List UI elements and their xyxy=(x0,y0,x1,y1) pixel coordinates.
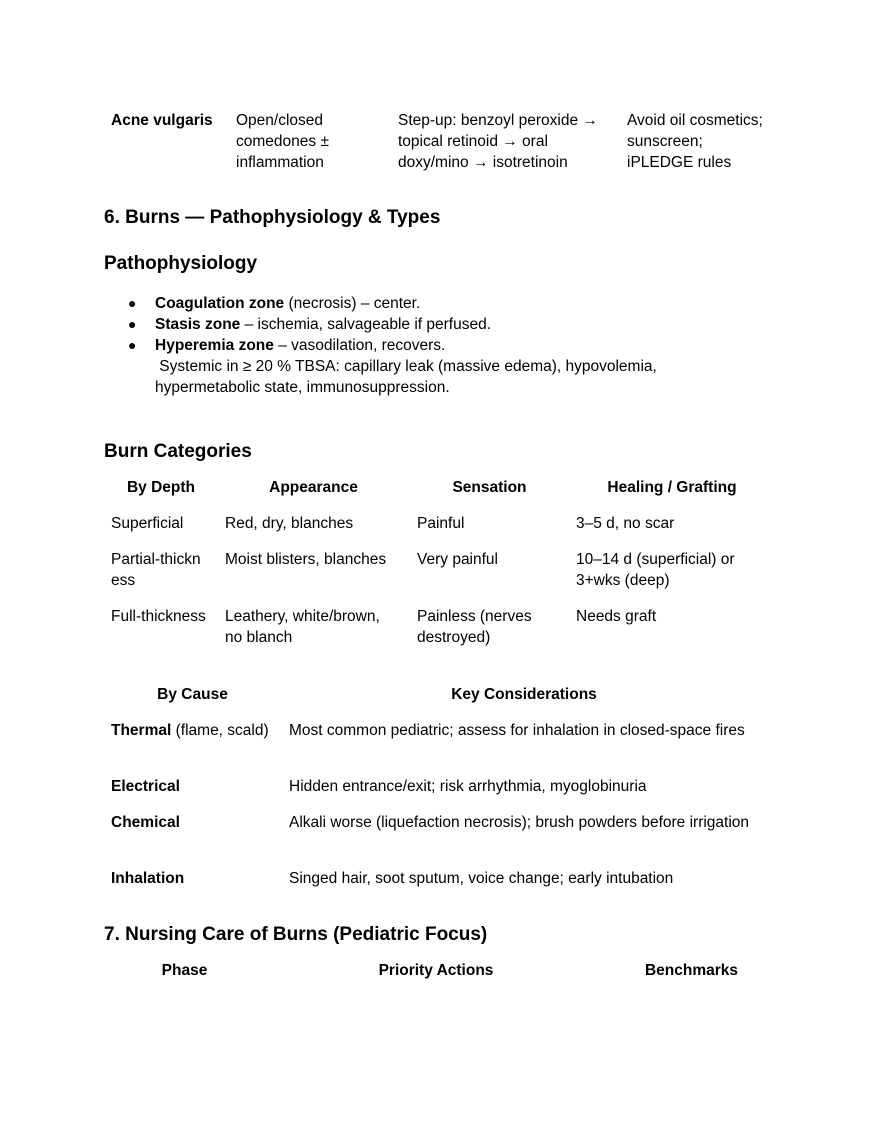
table-cell: Painful xyxy=(417,515,465,532)
acne-treatment: Step-up: benzoyl peroxide → topical retinoid → oral doxy/mino → isotretinoin xyxy=(398,112,598,171)
list-item: Hyperemia zone – vasodilation, recovers. xyxy=(155,337,446,354)
table-cell: Needs graft xyxy=(576,608,657,625)
table-cell: Partial-thickn ess xyxy=(111,551,201,589)
depth-header: By Depth xyxy=(126,479,196,496)
table-cell: Full-thickness xyxy=(111,608,206,625)
list-item: Stasis zone – ischemia, salvageable if perfused. xyxy=(155,316,492,333)
considerations-header: Key Considerations xyxy=(451,686,597,703)
table-cell: Moist blisters, blanches xyxy=(225,551,387,568)
bullet-icon: ● xyxy=(128,316,137,332)
table-cell: Electrical xyxy=(111,778,180,795)
table-cell: Very painful xyxy=(417,551,498,568)
pathophysiology-heading: Pathophysiology xyxy=(104,253,258,274)
priority-header: Priority Actions xyxy=(378,962,494,979)
bullet-icon: ● xyxy=(128,295,137,311)
systemic-line-1: Systemic in ≥ 20 % TBSA: capillary leak (massive edema), hypovolemia, xyxy=(155,358,657,375)
acne-notes: Avoid oil cosmetics; sunscreen; iPLEDGE rules xyxy=(627,112,763,171)
phase-header: Phase xyxy=(161,962,208,979)
table-cell: Red, dry, blanches xyxy=(225,515,354,532)
table-cell: Hidden entrance/exit; risk arrhythmia, myoglobinuria xyxy=(289,778,647,795)
table-cell: 10–14 d (superficial) or 3+wks (deep) xyxy=(576,551,735,589)
burn-categories-heading: Burn Categories xyxy=(104,441,252,462)
acne-features: Open/closed comedones ± inflammation xyxy=(236,112,329,171)
table-cell: Painless (nerves destroyed) xyxy=(417,608,532,646)
cause-header: By Cause xyxy=(157,686,228,703)
table-cell: Inhalation xyxy=(111,870,185,887)
healing-header: Healing / Grafting xyxy=(607,479,737,496)
table-cell: Chemical xyxy=(111,814,180,831)
table-cell: Superficial xyxy=(111,515,184,532)
benchmarks-header: Benchmarks xyxy=(644,962,739,979)
appearance-header: Appearance xyxy=(269,479,358,496)
table-cell: Leathery, white/brown, no blanch xyxy=(225,608,380,646)
bullet-icon: ● xyxy=(128,337,137,353)
sensation-header: Sensation xyxy=(452,479,527,496)
section-6-heading: 6. Burns — Pathophysiology & Types xyxy=(104,207,441,228)
systemic-line-2: hypermetabolic state, immunosuppression. xyxy=(155,379,450,396)
table-cell: 3–5 d, no scar xyxy=(576,515,675,532)
acne-name: Acne vulgaris xyxy=(111,112,213,129)
table-cell: Alkali worse (liquefaction necrosis); brush powders before irrigation xyxy=(289,814,750,831)
table-cell: Most common pediatric; assess for inhalation in closed-space fires xyxy=(289,722,745,739)
table-cell: Singed hair, soot sputum, voice change; early intubation xyxy=(289,870,674,887)
table-cell: Thermal (flame, scald) xyxy=(111,722,269,739)
list-item: Coagulation zone (necrosis) – center. xyxy=(155,295,421,312)
section-7-heading: 7. Nursing Care of Burns (Pediatric Focus) xyxy=(104,924,488,945)
